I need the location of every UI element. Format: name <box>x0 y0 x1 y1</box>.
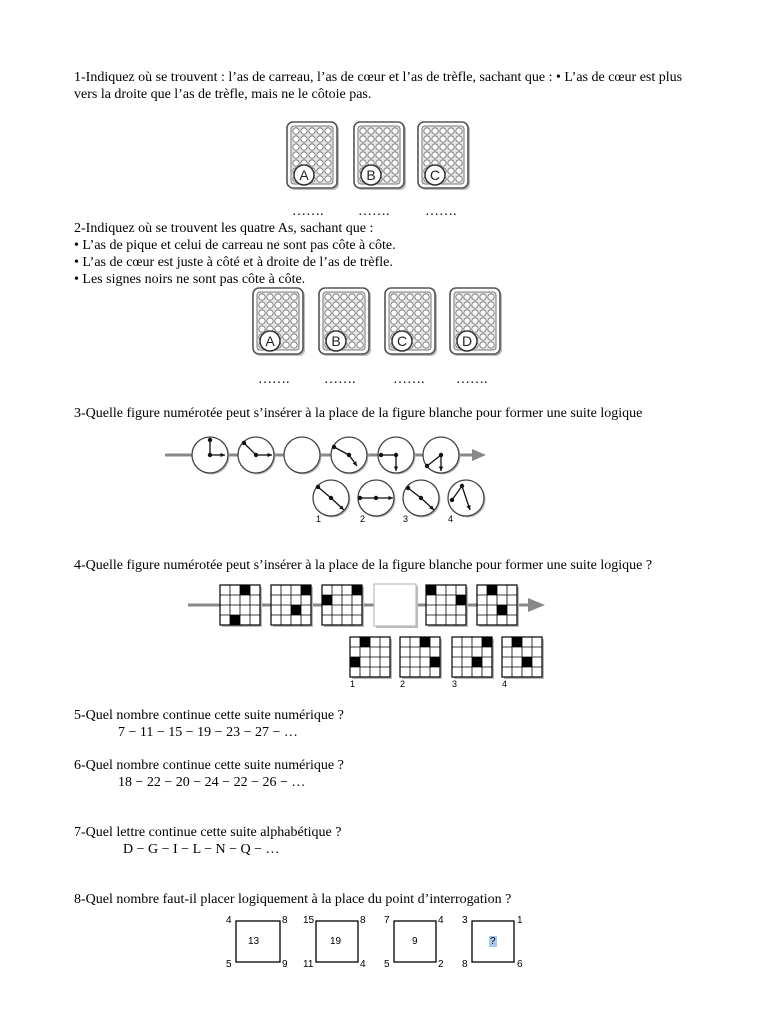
question-2-text: 2-Indiquez où se trouvent les quatre As, sachant que : <box>74 221 374 236</box>
question-5-text: 5-Quel nombre continue cette suite numérique ? <box>74 708 344 723</box>
q1-card-2-letter: B <box>366 167 376 183</box>
q2-card-4-letter: D <box>461 333 473 349</box>
q1-card-3-letter: C <box>429 167 441 183</box>
q1-card-1-letter: A <box>299 167 309 183</box>
q8-box-1-tr: 8 <box>282 915 288 926</box>
q4-option-label-1: 1 <box>350 679 356 689</box>
question-3-text: 3-Quelle figure numérotée peut s’insérer à la place de la figure blanche pour former une suite logique <box>74 406 643 421</box>
q6-sequence: 18 − 22 − 20 − 24 − 22 − 26 − … <box>118 775 306 790</box>
question-6-text: 6-Quel nombre continue cette suite numérique ? <box>74 758 344 773</box>
question-1-text: 1-Indiquez où se trouvent : l’as de carreau, l’as de cœur et l’as de trèfle, sachant que : • L’as de cœur est plus vers la droite que l’as de trèfle, mais ne le côtoie pas. <box>74 70 683 102</box>
q2-blank-c: ……. <box>393 372 425 387</box>
q3-option-label-2: 2 <box>360 514 366 524</box>
q8-box-2-br: 4 <box>360 959 366 970</box>
q4-option-label-2: 2 <box>400 679 406 689</box>
q3-option-label-3: 3 <box>403 514 409 524</box>
q8-box-4-bl: 8 <box>462 959 468 970</box>
q2-condition-3: • Les signes noirs ne sont pas côte à côte. <box>74 272 306 287</box>
q8-box-2-bl: 11 <box>303 959 314 970</box>
q8-box-2-tr: 8 <box>360 915 366 926</box>
q3-option-label-4: 4 <box>448 514 454 524</box>
q8-box-1-br: 9 <box>282 959 288 970</box>
q3-option-label-1: 1 <box>316 514 322 524</box>
q2-card-1-letter: A <box>265 333 275 349</box>
q8-box-3-tl: 7 <box>384 915 390 926</box>
q2-blank-d: ……. <box>456 372 488 387</box>
q2-condition-1: • L’as de pique et celui de carreau ne sont pas côte à côte. <box>74 238 396 253</box>
q5-sequence: 7 − 11 − 15 − 19 − 23 − 27 − … <box>118 725 298 740</box>
q8-box-1-tl: 4 <box>226 915 232 926</box>
question-8-text: 8-Quel nombre faut-il placer logiquement à la place du point d’interrogation ? <box>74 892 512 907</box>
q1-blank-c: ……. <box>425 204 457 219</box>
q8-box-4-br: 6 <box>517 959 523 970</box>
q1-blank-a: ……. <box>292 204 324 219</box>
q8-box-2-center: 19 <box>330 936 342 947</box>
q1-blank-b: ……. <box>358 204 390 219</box>
q2-blank-b: ……. <box>324 372 356 387</box>
q2-card-3-letter: C <box>396 333 408 349</box>
q8-box-4-tr: 1 <box>517 915 523 926</box>
q8-box-3-br: 2 <box>438 959 444 970</box>
q2-condition-2: • L’as de cœur est juste à côté et à droite de l’as de trèfle. <box>74 255 393 270</box>
q2-card-2-letter: B <box>331 333 341 349</box>
q2-blank-a: ……. <box>258 372 290 387</box>
q8-box-1-bl: 5 <box>226 959 232 970</box>
q7-sequence: D − G − I − L − N − Q − … <box>123 842 280 857</box>
q8-box-3-tr: 4 <box>438 915 444 926</box>
q8-box-4-tl: 3 <box>462 915 468 926</box>
question-7-text: 7-Quel lettre continue cette suite alphabétique ? <box>74 825 342 840</box>
q4-option-label-3: 3 <box>452 679 458 689</box>
q8-box-3-center: 9 <box>412 936 418 947</box>
question-4-text: 4-Quelle figure numérotée peut s’insérer à la place de la figure blanche pour former une suite logique ? <box>74 558 653 573</box>
q8-box-3-bl: 5 <box>384 959 390 970</box>
q8-box-1-center: 13 <box>248 936 260 947</box>
q8-box-4-center: ? <box>490 936 496 947</box>
q4-option-label-4: 4 <box>502 679 508 689</box>
q8-box-2-tl: 15 <box>303 915 315 926</box>
